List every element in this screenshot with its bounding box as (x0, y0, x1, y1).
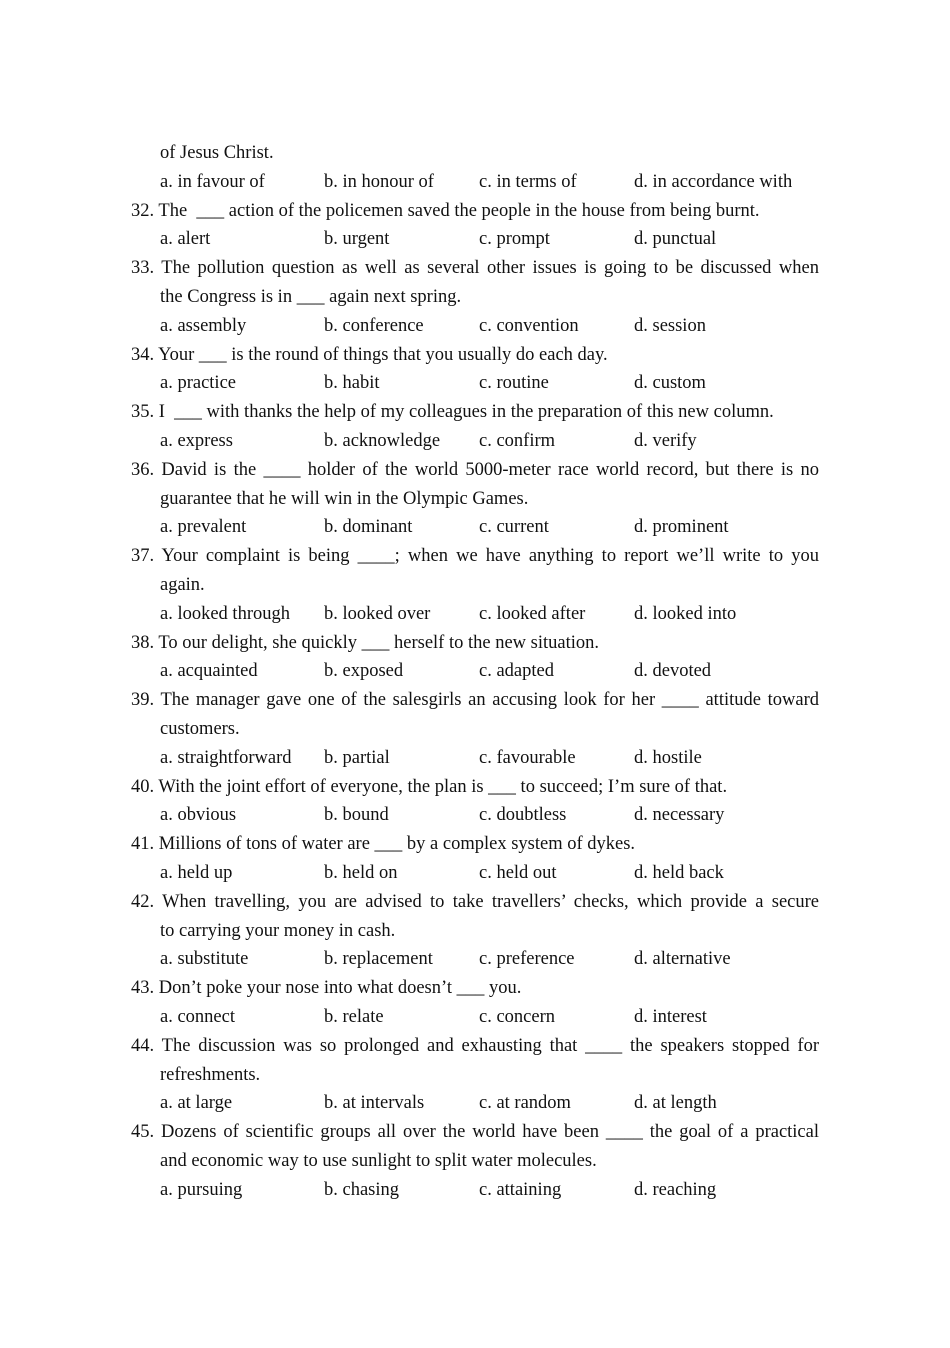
option-c: c. adapted (479, 661, 554, 682)
option-d: d. session (634, 315, 706, 336)
option-c: c. attaining (479, 1179, 562, 1200)
question-42-options (0, 945, 950, 974)
option-d: d. hostile (634, 747, 702, 768)
option-d: d. prominent (634, 517, 729, 538)
question-43-stem: 43. Don’t poke your nose into what doesn’t ___ you. (131, 978, 522, 999)
option-b: b. exposed (324, 661, 404, 682)
option-a: a. alert (160, 229, 211, 250)
question-31-options (0, 168, 950, 197)
question-39-options (0, 744, 950, 773)
option-a: a. at large (160, 1093, 233, 1114)
question-32-options (0, 225, 950, 254)
option-a: a. looked through (160, 603, 290, 624)
option-a: a. assembly (160, 315, 247, 336)
question-42-stem: 42. When travelling, you are advised to take travellers’ checks, which provide a secure (131, 891, 819, 912)
option-a: a. acquainted (160, 661, 258, 682)
question-37-options (0, 600, 950, 629)
question-37-stem: 37. Your complaint is being ____; when we have anything to report we’ll write to you (131, 546, 819, 567)
option-b: b. habit (324, 373, 380, 394)
question-34-options (0, 369, 950, 398)
option-b: b. at intervals (324, 1093, 425, 1114)
option-b: b. dominant (324, 517, 413, 538)
option-b: b. conference (324, 315, 424, 336)
question-45-options (0, 1176, 950, 1205)
option-a: a. obvious (160, 805, 237, 826)
option-a: a. substitute (160, 949, 249, 970)
question-33-options (0, 312, 950, 341)
option-c: c. in terms of (479, 171, 577, 192)
option-d: d. at length (634, 1093, 717, 1114)
option-d: d. in accordance with (634, 171, 793, 192)
option-d: d. alternative (634, 949, 731, 970)
question-40-options (0, 801, 950, 830)
option-d: d. punctual (634, 229, 717, 250)
question-36-stem-cont: guarantee that he will win in the Olympic Games. (160, 488, 529, 509)
option-d: d. held back (634, 862, 724, 883)
question-42-stem-cont: to carrying your money in cash. (160, 920, 396, 941)
option-c: c. confirm (479, 430, 556, 451)
option-a: a. held up (160, 862, 233, 883)
question-44-stem: 44. The discussion was so prolonged and exhausting that ____ the speakers stopped for (131, 1035, 819, 1056)
option-c: c. routine (479, 373, 549, 394)
option-a: a. straightforward (160, 747, 292, 768)
option-c: c. current (479, 517, 549, 538)
question-33-stem: 33. The pollution question as well as several other issues is going to be discussed when (131, 258, 819, 279)
option-d: d. verify (634, 430, 697, 451)
question-41-options (0, 859, 950, 888)
option-c: c. concern (479, 1006, 556, 1027)
option-b: b. chasing (324, 1179, 400, 1200)
option-b: b. bound (324, 805, 389, 826)
question-39-stem-cont: customers. (160, 718, 240, 739)
option-b: b. relate (324, 1006, 384, 1027)
question-41-stem: 41. Millions of tons of water are ___ by a complex system of dykes. (131, 834, 636, 855)
option-b: b. looked over (324, 603, 431, 624)
question-35-options (0, 427, 950, 456)
option-d: d. necessary (634, 805, 725, 826)
question-43-options (0, 1003, 950, 1032)
question-32-stem: 32. The ___ action of the policemen saved the people in the house from being burnt. (131, 200, 760, 221)
option-d: d. devoted (634, 661, 712, 682)
option-c: c. prompt (479, 229, 550, 250)
question-44-options (0, 1089, 950, 1118)
option-d: d. reaching (634, 1179, 717, 1200)
option-d: d. interest (634, 1006, 707, 1027)
option-c: c. favourable (479, 747, 576, 768)
option-d: d. custom (634, 373, 706, 394)
question-39-stem: 39. The manager gave one of the salesgirls an accusing look for her ____ attitude toward (131, 690, 819, 711)
question-45-stem-cont: and economic way to use sunlight to split water molecules. (160, 1150, 597, 1171)
option-c: c. looked after (479, 603, 586, 624)
option-c: c. held out (479, 862, 557, 883)
option-a: a. pursuing (160, 1179, 243, 1200)
option-b: b. partial (324, 747, 390, 768)
question-38-options (0, 657, 950, 686)
question-continuation-text: of Jesus Christ. (160, 143, 274, 163)
question-40-stem: 40. With the joint effort of everyone, the plan is ___ to succeed; I’m sure of that. (131, 776, 728, 797)
option-b: b. held on (324, 862, 398, 883)
option-b: b. in honour of (324, 171, 434, 192)
option-d: d. looked into (634, 603, 737, 624)
question-35-stem: 35. I ___ with thanks the help of my colleagues in the preparation of this new column. (131, 402, 774, 423)
option-b: b. urgent (324, 229, 390, 250)
option-a: a. connect (160, 1006, 235, 1027)
exam-page (0, 139, 950, 1204)
option-a: a. prevalent (160, 517, 247, 538)
option-c: c. at random (479, 1093, 571, 1114)
question-38-stem: 38. To our delight, she quickly ___ herself to the new situation. (131, 632, 599, 653)
question-45-stem: 45. Dozens of scientific groups all over the world have been ____ the goal of a practical (131, 1122, 819, 1143)
option-a: a. express (160, 430, 233, 451)
question-36-options (0, 513, 950, 542)
option-c: c. convention (479, 315, 579, 336)
question-36-stem: 36. David is the ____ holder of the world 5000-meter race world record, but there is no (131, 459, 819, 480)
question-34-stem: 34. Your ___ is the round of things that you usually do each day. (131, 344, 608, 365)
option-b: b. replacement (324, 949, 433, 970)
question-44-stem-cont: refreshments. (160, 1064, 261, 1085)
option-a: a. in favour of (160, 171, 265, 192)
option-b: b. acknowledge (324, 430, 441, 451)
question-37-stem-cont: again. (160, 574, 205, 595)
option-c: c. doubtless (479, 805, 567, 826)
question-33-stem-cont: the Congress is in ___ again next spring. (160, 286, 462, 307)
option-c: c. preference (479, 949, 575, 970)
option-a: a. practice (160, 373, 236, 394)
